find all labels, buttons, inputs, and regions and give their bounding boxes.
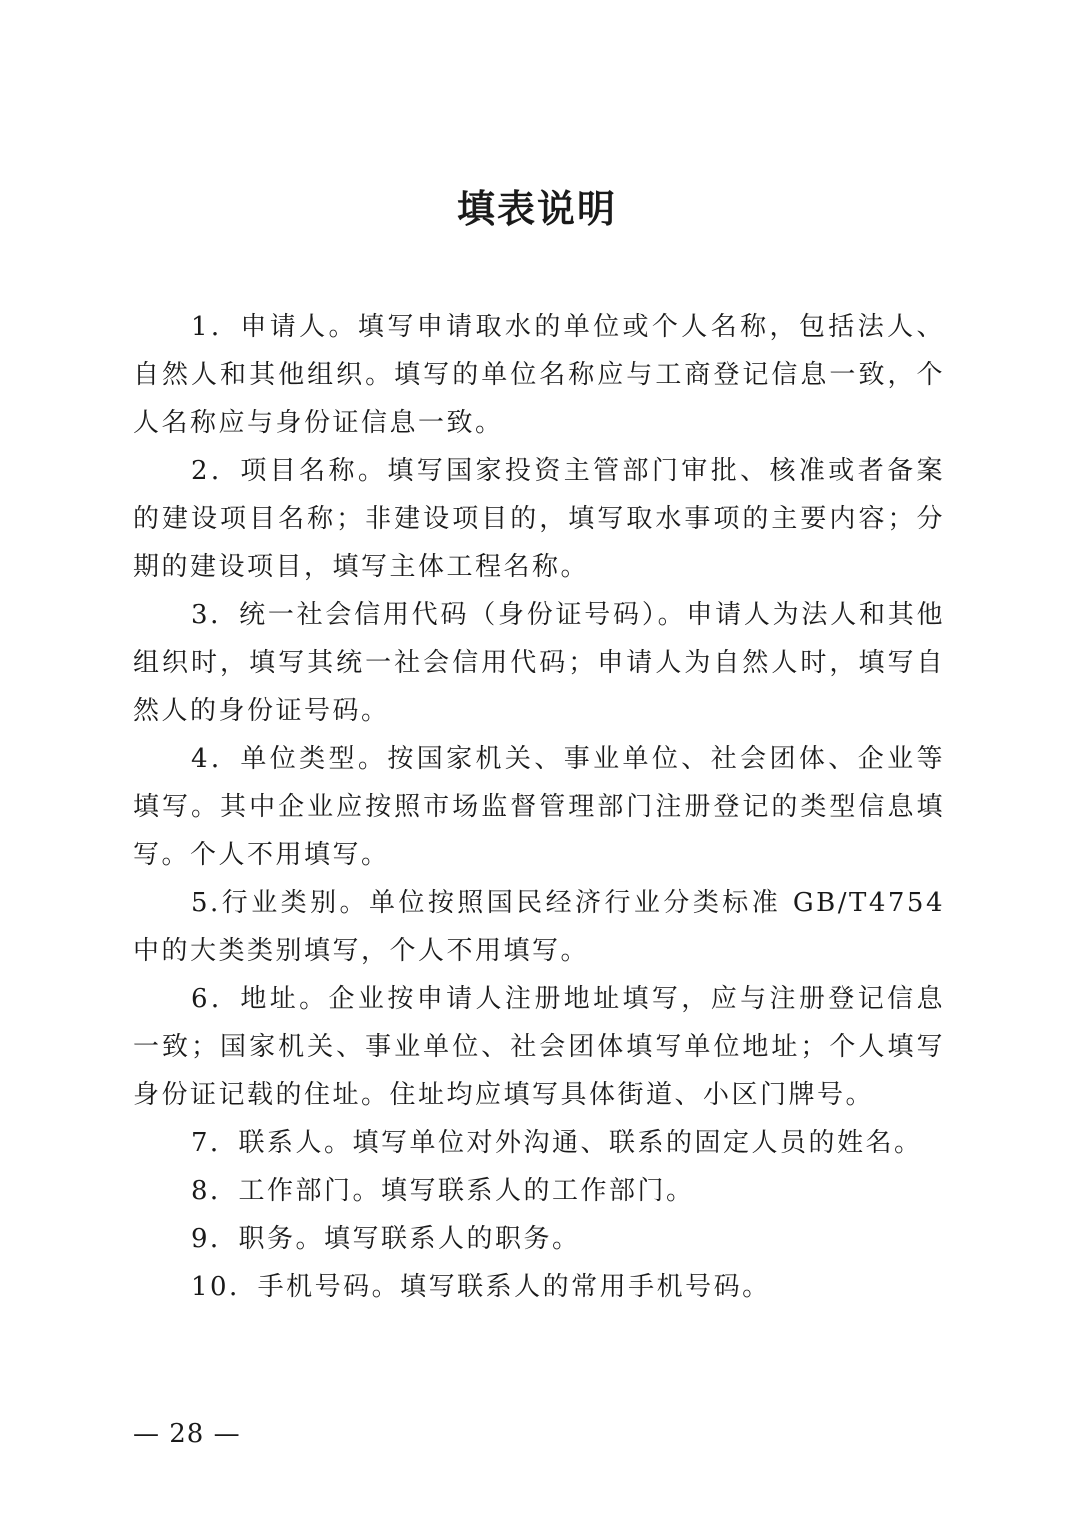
instruction-paragraph-5: 5.行业类别。单位按照国民经济行业分类标准 GB/T4754 中的大类类别填写，个人不用填写。 bbox=[133, 888, 945, 966]
instruction-paragraph-9: 9．职务。填写联系人的职务。 bbox=[191, 1224, 581, 1254]
instruction-paragraph-3: 3．统一社会信用代码（身份证号码）。申请人为法人和其他组织时，填写其统一社会信用代码；申请人为自然人时，填写自然人的身份证号码。 bbox=[133, 600, 945, 726]
page-title: 填表说明 bbox=[456, 186, 617, 231]
instruction-paragraph-7: 7．联系人。填写单位对外沟通、联系的固定人员的姓名。 bbox=[191, 1128, 923, 1158]
instruction-paragraph-6: 6．地址。企业按申请人注册地址填写，应与注册登记信息一致；国家机关、事业单位、社会团体填写单位地址；个人填写身份证记载的住址。住址均应填写具体街道、小区门牌号。 bbox=[133, 984, 945, 1110]
instruction-paragraph-10: 10．手机号码。填写联系人的常用手机号码。 bbox=[191, 1272, 771, 1302]
instruction-paragraph-2: 2．项目名称。填写国家投资主管部门审批、核准或者备案的建设项目名称；非建设项目的，填写取水事项的主要内容；分期的建设项目，填写主体工程名称。 bbox=[133, 456, 945, 582]
instruction-paragraph-1: 1．申请人。填写申请取水的单位或个人名称，包括法人、自然人和其他组织。填写的单位名称应与工商登记信息一致，个人名称应与身份证信息一致。 bbox=[133, 312, 945, 438]
page-number: — 28 — bbox=[133, 1419, 241, 1449]
instruction-paragraph-8: 8．工作部门。填写联系人的工作部门。 bbox=[191, 1176, 695, 1206]
instructions-body bbox=[133, 303, 945, 1311]
instruction-paragraph-4: 4．单位类型。按国家机关、事业单位、社会团体、企业等填写。其中企业应按照市场监督管理部门注册登记的类型信息填写。个人不用填写。 bbox=[133, 744, 945, 870]
